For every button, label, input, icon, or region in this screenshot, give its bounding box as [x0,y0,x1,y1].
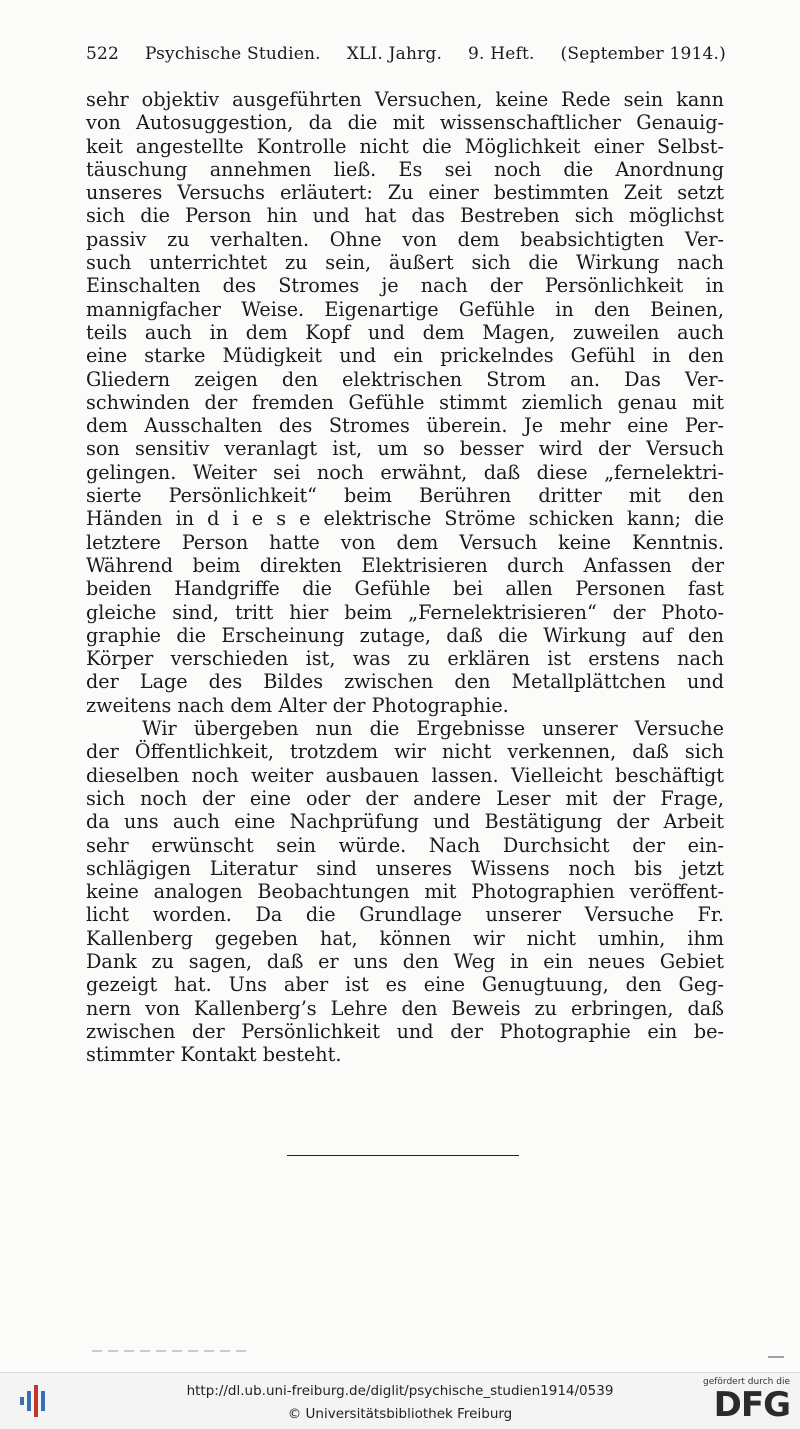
text-line: der Öffentlichkeit, trotzdem wir nicht verkennen, daß sich [86,740,724,764]
text-line: beiden Handgriffe die Gefühle bei allen Personen fast [86,577,724,601]
text-line: gleiche sind, tritt hier beim „Fernelektrisieren“ der Photo- [86,600,724,624]
text-line: son sensitiv veranlagt ist, um so besser wird der Versuch [86,437,724,461]
text-line: der Lage des Bildes zwischen den Metallplättchen und [86,670,724,694]
funding-text: gefördert durch die [703,1377,790,1387]
text-line: Dank zu sagen, daß er uns den Weg in ein neues Gebiet [86,949,724,973]
text-line: Während beim direkten Elektrisieren durch Anfassen der [86,553,724,577]
volume-label: XLI. Jahrg. [346,44,443,64]
viewer-footer [0,1372,800,1429]
issue-label: 9. Heft. [468,44,535,64]
text-line: mannigfacher Weise. Eigenartige Gefühle in den Beinen, [86,297,724,321]
text-line: graphie die Erscheinung zutage, daß die Wirkung auf den [86,623,724,647]
text-line: stimmter Kontakt besteht. [86,1043,342,1067]
text-line: Körper verschieden ist, was zu erklären ist erstens nach [86,647,724,671]
running-header [86,44,726,64]
text-line: passiv zu verhalten. Ohne von dem beabsichtigten Ver- [86,227,724,251]
text-line: such unterrichtet zu sein, äußert sich die Wirkung nach [86,251,724,275]
text-line: dieselben noch weiter ausbauen lassen. Vielleicht beschäftigt [86,763,724,787]
text-line: zweitens nach dem Alter der Photographie. [86,693,509,717]
text-line: eine starke Müdigkeit und ein prickelndes Gefühl in den [86,344,724,368]
text-line: sehr erwünscht sein würde. Nach Durchsicht der ein- [86,833,724,857]
scan-artifact [92,1350,252,1352]
page-number: 522 [86,44,120,64]
text-line: keit angestellte Kontrolle nicht die Möglichkeit einer Selbst- [86,134,724,158]
text-line: licht worden. Da die Grundlage unserer Versuche Fr. [86,903,724,927]
text-line: da uns auch eine Nachprüfung und Bestätigung der Arbeit [86,810,724,834]
scan-artifact-right [768,1356,784,1358]
text-line: sierte Persönlichkeit“ beim Berühren dritter mit den [86,484,724,508]
issue-date: (September 1914.) [560,44,726,64]
text-line: zwischen der Persönlichkeit und der Photographie ein be- [86,1019,724,1043]
article-body [86,88,724,1066]
text-line: gelingen. Weiter sei noch erwähnt, daß diese „fernelektri- [86,460,724,484]
text-line: teils auch in dem Kopf und dem Magen, zuweilen auch [86,320,724,344]
text-line: unseres Versuchs erläutert: Zu einer bestimmten Zeit setzt [86,181,724,205]
text-line: täuschung annehmen ließ. Es sei noch die Anordnung [86,157,724,181]
text-line: nern von Kallenberg’s Lehre den Beweis zu erbringen, daß [86,996,724,1020]
source-url-link[interactable]: http://dl.ub.uni-freiburg.de/diglit/psychische_studien1914/0539 [186,1383,614,1399]
copyright-notice: © Universitätsbibliothek Freiburg [287,1406,513,1422]
text-line: Kallenberg gegeben hat, können wir nicht umhin, ihm [86,926,724,950]
journal-title: Psychische Studien. [144,44,321,64]
text-line: Einschalten des Stromes je nach der Persönlichkeit in [86,274,724,298]
text-line: gezeigt hat. Uns aber ist es eine Genugtuung, den Geg- [86,973,724,997]
section-divider [287,1155,519,1156]
text-line: keine analogen Beobachtungen mit Photographien veröffent- [86,880,724,904]
text-line: sich die Person hin und hat das Bestreben sich möglichst [86,204,724,228]
text-line: schlägigen Literatur sind unseres Wissens noch bis jetzt [86,856,724,880]
text-line: dem Ausschalten des Stromes überein. Je mehr eine Per- [86,414,724,438]
text-line: sehr objektiv ausgeführten Versuchen, keine Rede sein kann [86,88,724,111]
text-line: Gliedern zeigen den elektrischen Strom an. Das Ver- [86,367,724,391]
text-line: Händen in d i e s e elektrische Ströme schicken kann; die [86,507,724,531]
text-line: von Autosuggestion, da die mit wissenschaftlicher Genauig- [86,111,724,135]
dfg-logo-text: DFG [713,1385,790,1425]
text-line: sich noch der eine oder der andere Leser mit der Frage, [86,786,724,810]
text-line: Wir übergeben nun die Ergebnisse unserer Versuche [142,717,724,741]
text-line: schwinden der fremden Gefühle stimmt ziemlich genau mit [86,390,724,414]
dfg-logo [700,1377,790,1427]
text-line: letztere Person hatte von dem Versuch keine Kenntnis. [86,530,724,554]
